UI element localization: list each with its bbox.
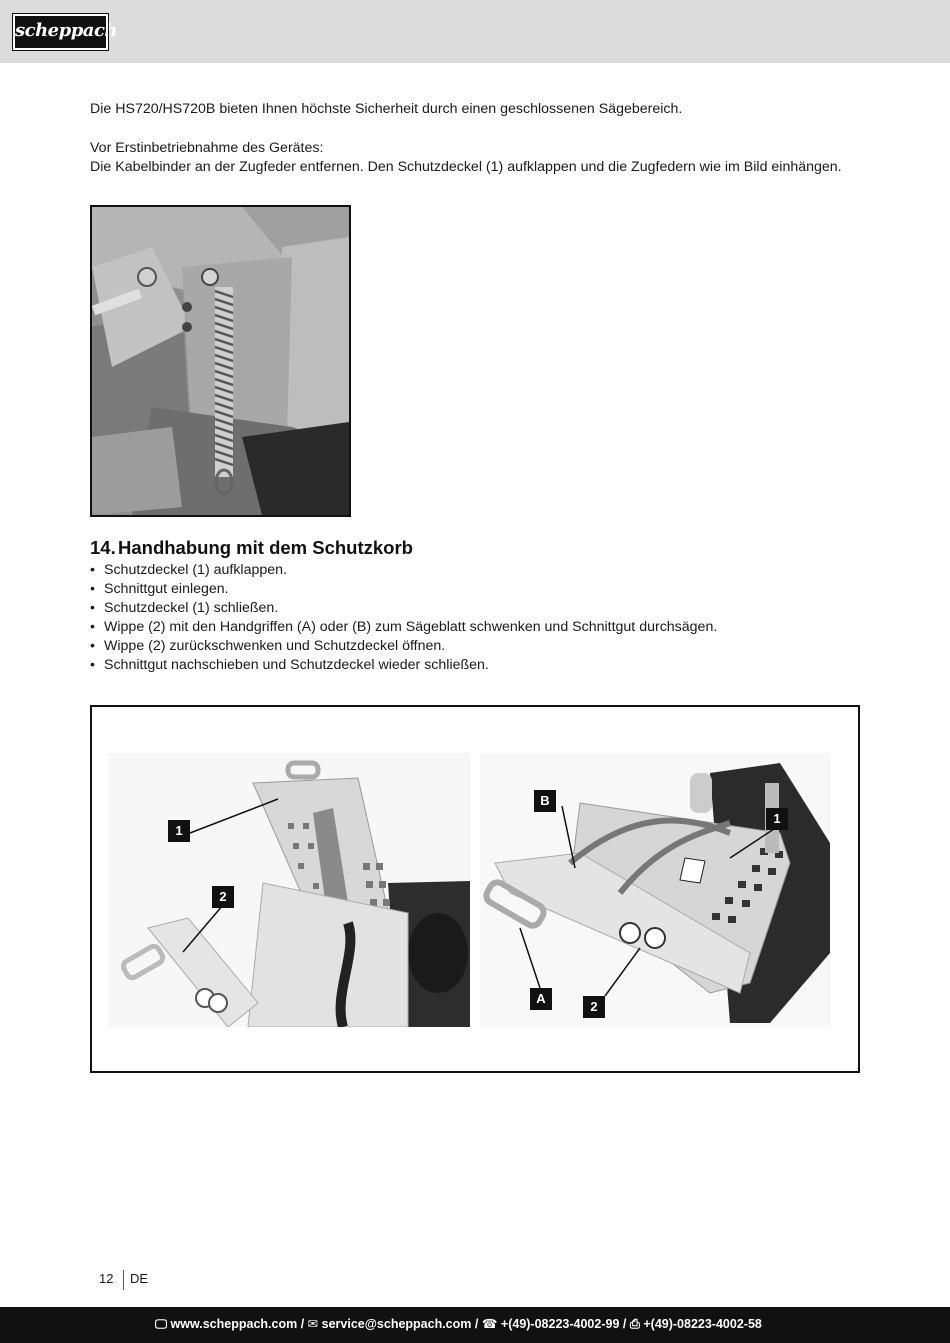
callout-1-right: 1 — [766, 808, 788, 830]
callout-b: B — [534, 790, 556, 812]
callout-1-left: 1 — [168, 820, 190, 842]
list-item: • Schutzdeckel (1) aufklappen. — [90, 561, 717, 580]
section-heading — [90, 537, 413, 559]
monitor-icon: 🖵 — [155, 1317, 168, 1331]
first-use-heading: Vor Erstinbetriebnahme des Gerätes: — [90, 140, 324, 156]
fax-icon: ⎙ — [629, 1317, 640, 1331]
intro-text: Die HS720/HS720B bieten Ihnen höchste Sicherheit durch einen geschlossenen Sägebereich. — [90, 101, 683, 117]
phone-number: +(49)-08223-4002-99 — [500, 1317, 620, 1331]
basket-closed-illustration — [480, 753, 830, 1027]
instruction-list — [90, 561, 717, 675]
footer-separator: / — [300, 1317, 305, 1331]
page-divider — [123, 1270, 124, 1290]
callout-a: A — [530, 988, 552, 1010]
list-item: • Schutzdeckel (1) schließen. — [90, 599, 717, 618]
spring-illustration — [92, 207, 349, 515]
website-link[interactable]: www.scheppach.com — [170, 1317, 298, 1331]
page-footer — [0, 1307, 950, 1343]
page-number: 12 — [99, 1271, 114, 1286]
basket-open-illustration — [108, 753, 470, 1027]
protective-basket-figure — [90, 705, 860, 1073]
first-use-instruction: Die Kabelbinder an der Zugfeder entfernen. Den Schutzdeckel (1) aufklappen und die Zugfedern wie im Bild einhängen. — [90, 159, 842, 175]
scheppach-logo: scheppach — [13, 14, 108, 50]
contact-line — [155, 1316, 762, 1332]
spring-photo — [90, 205, 351, 517]
tension-spring — [215, 287, 233, 494]
basket-open-photo — [108, 753, 470, 1027]
callout-2-right: 2 — [583, 996, 605, 1018]
section-number: 14. — [90, 537, 116, 558]
phone-icon: ☎ — [481, 1317, 498, 1331]
callout-2-left: 2 — [212, 886, 234, 908]
page-header — [0, 0, 950, 63]
email-link[interactable]: service@scheppach.com — [321, 1317, 472, 1331]
footer-separator: / — [622, 1317, 627, 1331]
language-code: DE — [130, 1271, 149, 1286]
list-item: • Wippe (2) zurückschwenken und Schutzdeckel öffnen. — [90, 637, 717, 656]
section-title: Handhabung mit dem Schutzkorb — [118, 537, 413, 558]
list-item: • Wippe (2) mit den Handgriffen (A) oder (B) zum Sägeblatt schwenken und Schnittgut durchsägen. — [90, 618, 717, 637]
envelope-icon: ✉ — [307, 1317, 319, 1331]
list-item: • Schnittgut nachschieben und Schutzdeckel wieder schließen. — [90, 656, 717, 675]
list-item: • Schnittgut einlegen. — [90, 580, 717, 599]
basket-closed-photo — [480, 753, 830, 1027]
fax-number: +(49)-08223-4002-58 — [643, 1317, 762, 1331]
footer-separator: / — [474, 1317, 479, 1331]
